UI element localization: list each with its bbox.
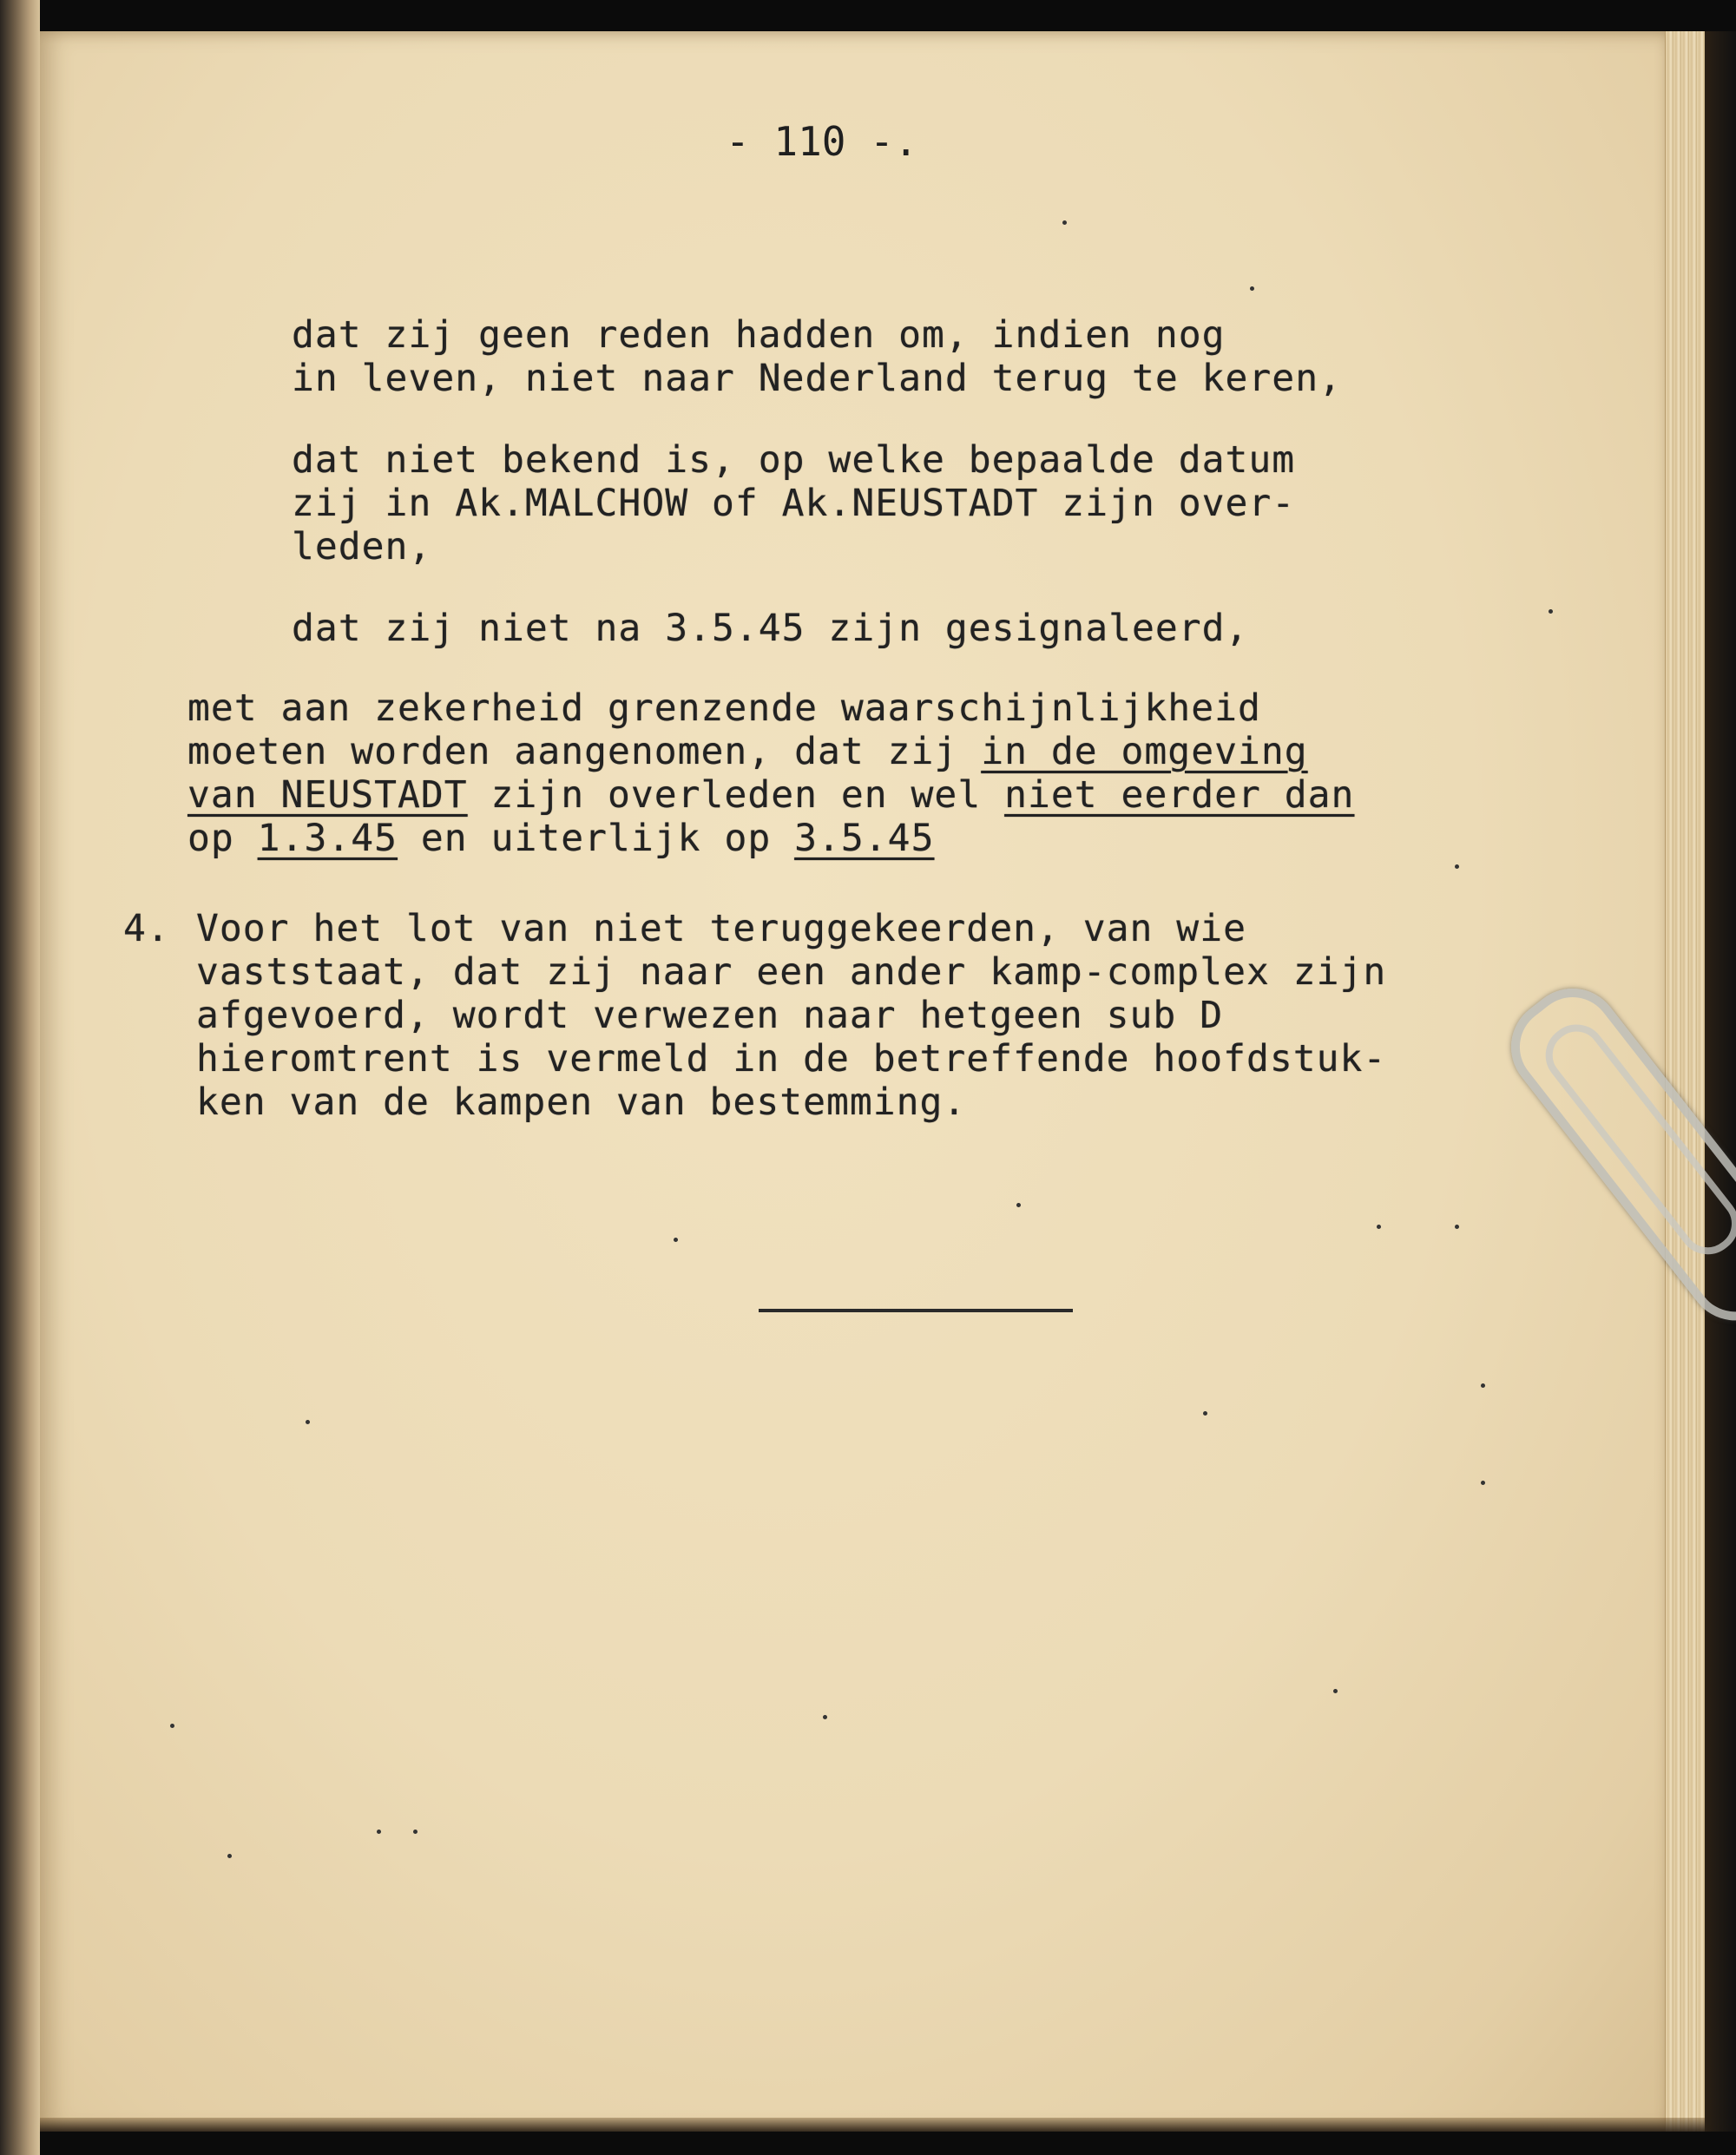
paragraph-4-line-2-text: moeten worden aangenomen, dat zij — [187, 730, 982, 773]
document-page — [40, 31, 1672, 2132]
ink-speck — [227, 1854, 232, 1858]
paragraph-5-line-4: hieromtrent is vermeld in de betreffende hoofdstuk- — [196, 1037, 1387, 1081]
underlined-date-end: 3.5.45 — [794, 817, 935, 860]
paragraph-4-line-4-text-a: op — [187, 817, 258, 860]
ink-speck — [306, 1420, 310, 1424]
closing-rule — [759, 1309, 1073, 1312]
paragraph-1-line-2: in leven, niet naar Nederland terug te keren, — [292, 357, 1342, 400]
ink-speck — [1481, 1481, 1485, 1485]
ink-speck — [1377, 1225, 1381, 1229]
ink-speck — [674, 1238, 678, 1242]
ink-speck — [1203, 1411, 1207, 1416]
book-binding — [0, 0, 40, 2155]
paragraph-5-line-5: ken van de kampen van bestemming. — [196, 1081, 967, 1124]
ink-speck — [413, 1830, 418, 1834]
paragraph-5-line-1: Voor het lot van niet teruggekeerden, van wie — [196, 907, 1246, 950]
paragraph-4-line-4-text-b: en uiterlijk op — [398, 817, 795, 860]
item-number-4: 4. — [123, 907, 170, 950]
underlined-date-start: 1.3.45 — [257, 817, 398, 860]
page-number: - 110 -. — [726, 118, 918, 165]
paragraph-5-line-2: vaststaat, dat zij naar een ander kamp-complex zijn — [196, 950, 1387, 994]
paragraph-4-line-3 — [187, 774, 1354, 816]
underlined-phrase-neustadt: van NEUSTADT — [187, 773, 468, 817]
ink-speck — [170, 1724, 174, 1728]
paragraph-5-line-3: afgevoerd, wordt verwezen naar hetgeen sub D — [196, 994, 1224, 1037]
ink-speck — [1549, 609, 1553, 614]
paragraph-4-line-4 — [187, 818, 934, 859]
paragraph-4-line-2 — [187, 731, 1308, 772]
paragraph-3-line-1: dat zij niet na 3.5.45 zijn gesignaleerd, — [292, 607, 1249, 650]
underlined-phrase-niet-eerder: niet eerder dan — [1004, 773, 1355, 817]
underlined-phrase-omgeving: in de omgeving — [981, 730, 1308, 773]
ink-speck — [1333, 1689, 1338, 1693]
paragraph-4-line-3-text: zijn overleden en wel — [467, 773, 1005, 817]
paragraph-1-line-1: dat zij geen reden hadden om, indien nog — [292, 313, 1226, 357]
ink-speck — [1062, 220, 1067, 225]
ink-speck — [1455, 864, 1459, 869]
ink-speck — [377, 1830, 381, 1834]
paragraph-4-line-1: met aan zekerheid grenzende waarschijnlijkheid — [187, 687, 1261, 730]
ink-speck — [823, 1715, 827, 1719]
ink-speck — [1455, 1225, 1459, 1229]
paragraph-2-line-1: dat niet bekend is, op welke bepaalde datum — [292, 438, 1296, 482]
paragraph-2-line-2: zij in Ak.MALCHOW of Ak.NEUSTADT zijn over- — [292, 482, 1296, 525]
ink-speck — [1481, 1383, 1485, 1388]
ink-speck — [1250, 286, 1254, 291]
ink-speck — [1016, 1203, 1021, 1207]
page-bottom-shadow — [40, 2118, 1705, 2132]
paragraph-2-line-3: leden, — [292, 525, 432, 568]
